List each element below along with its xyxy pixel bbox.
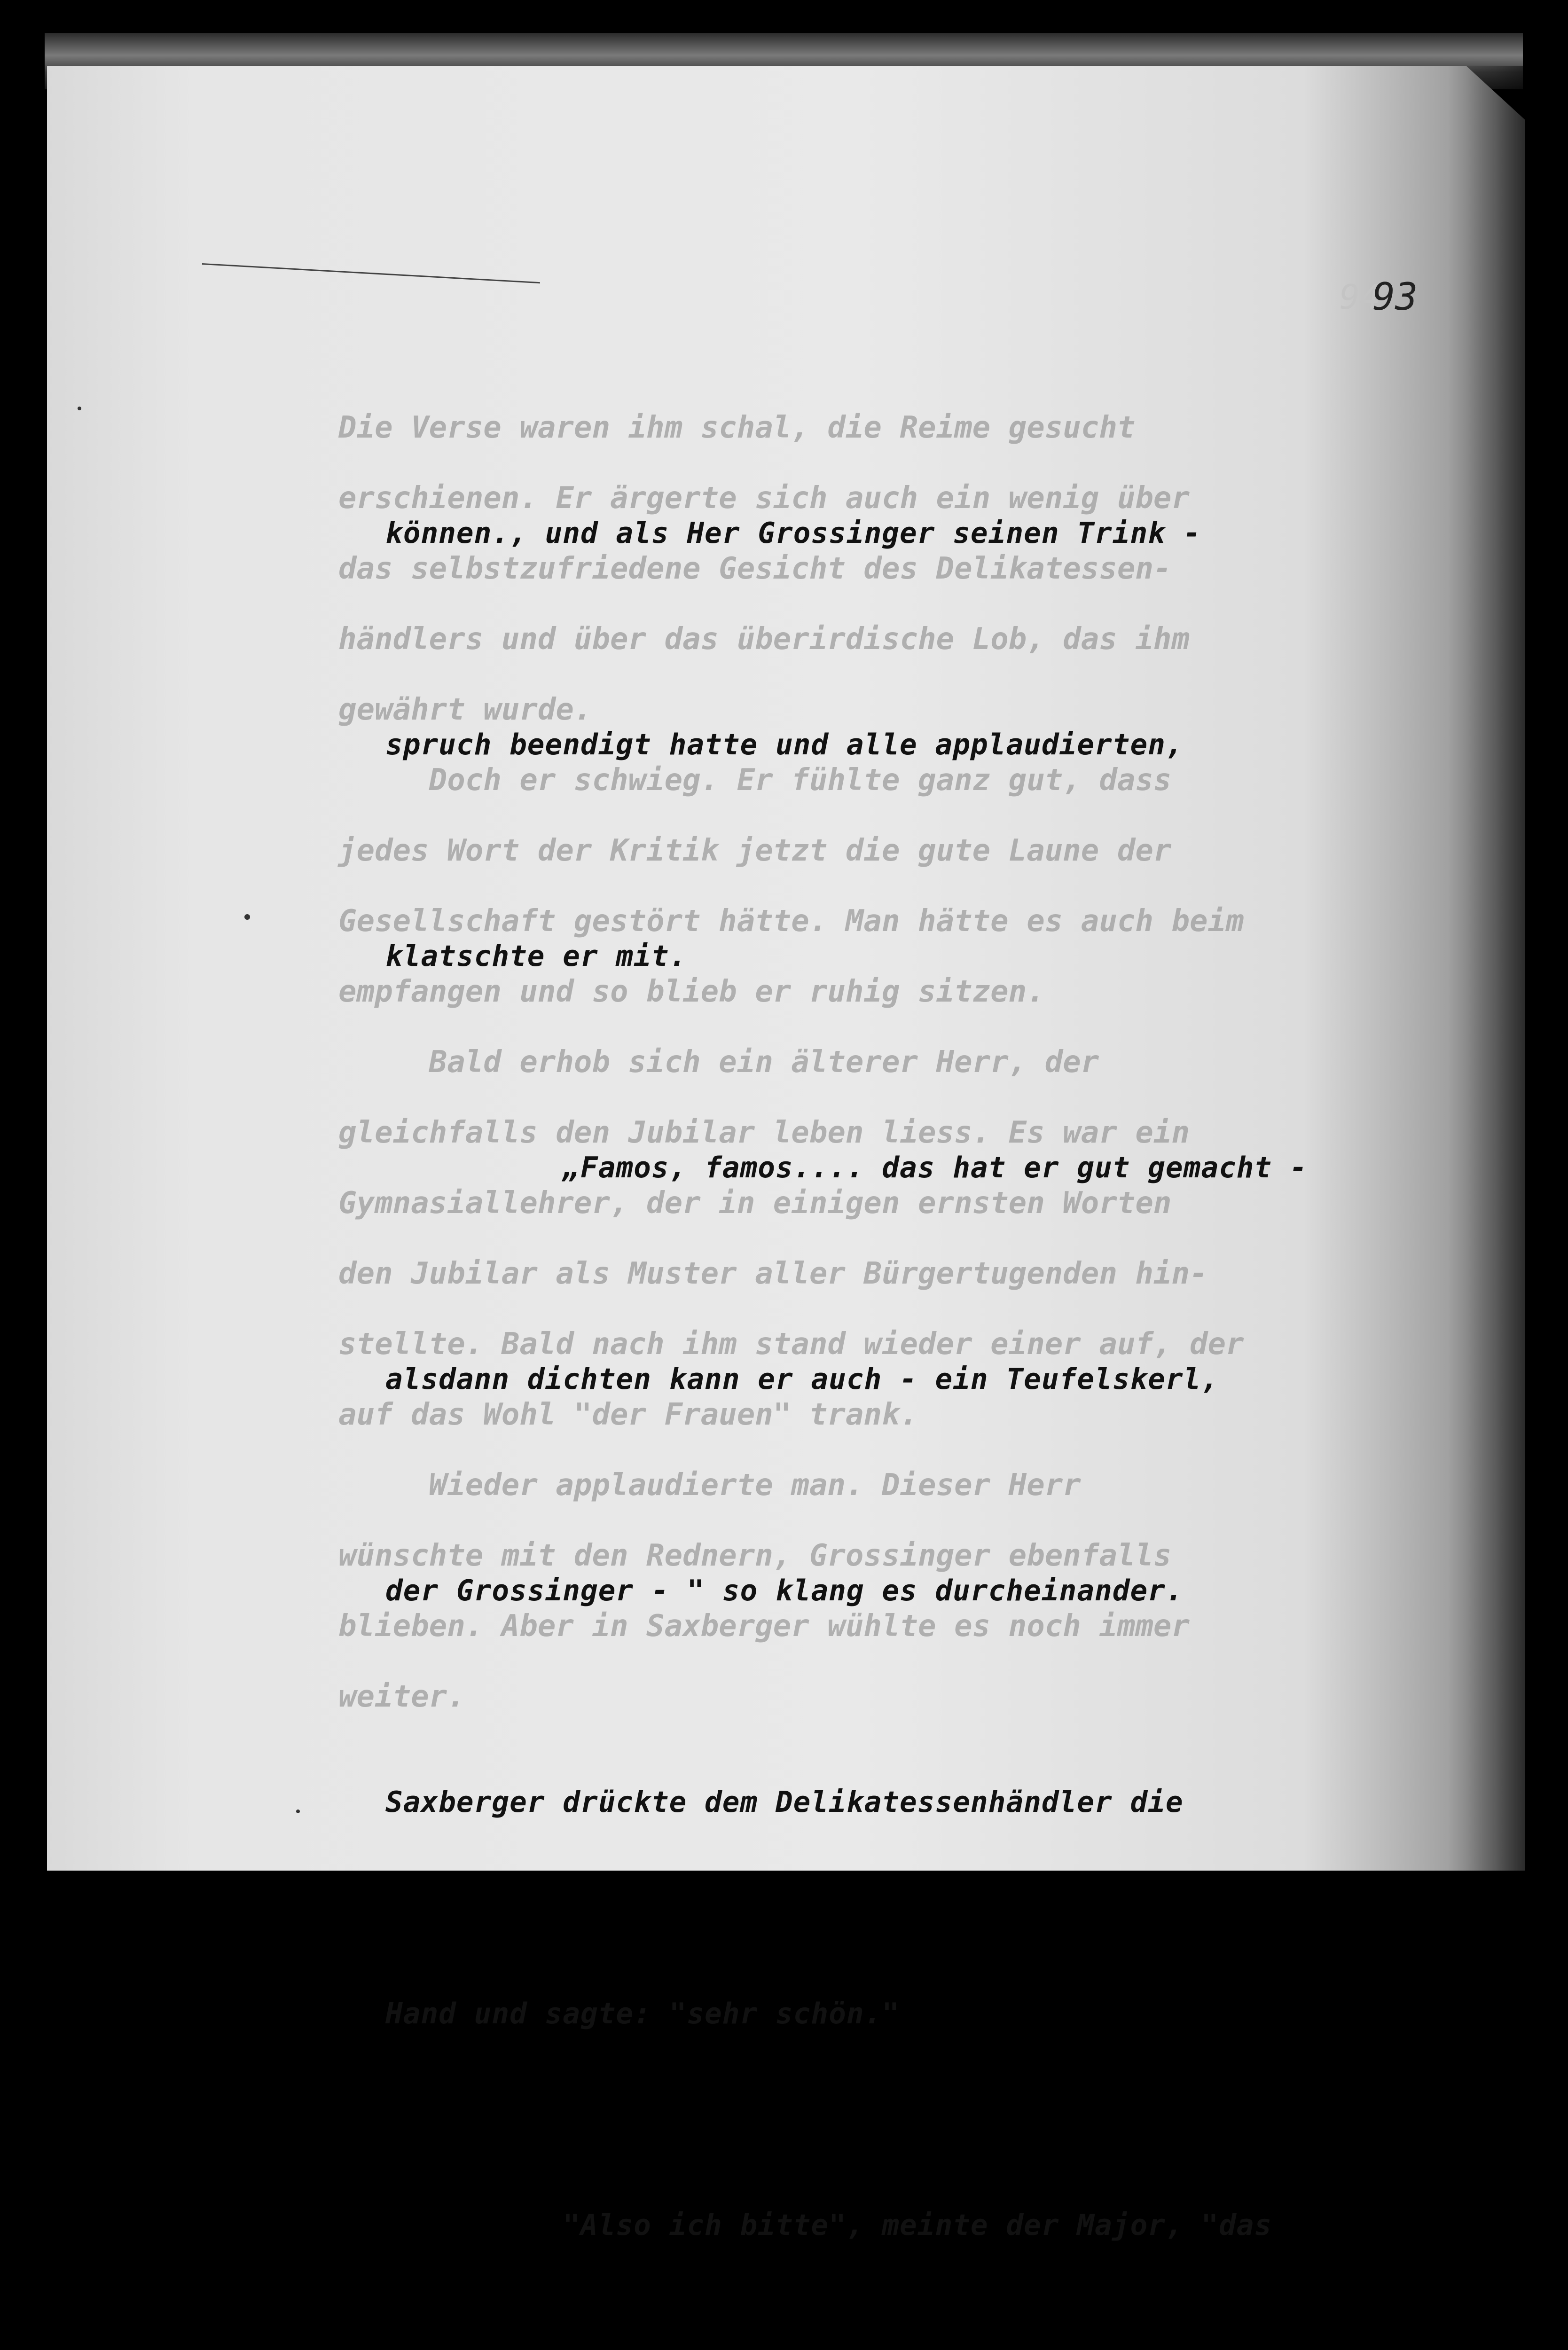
bleed-through-line: Gymnasiallehrer, der in einigen ernsten Worten — [338, 1186, 1172, 1221]
text-line: der Grossinger - " so klang es durcheinander. — [385, 1574, 1184, 1607]
ink-speck — [296, 1810, 300, 1813]
bleed-through-line: erschienen. Er ärgerte sich auch ein wenig über — [338, 481, 1190, 516]
text-line: alsdann dichten kann er auch - ein Teufelskerl, — [385, 1363, 1219, 1396]
bleed-through-line: jedes Wort der Kritik jetzt die gute Laune der — [338, 833, 1172, 868]
page-number: 93 — [1372, 275, 1418, 319]
bleed-through-line: händlers und über das überirdische Lob, das ihm — [338, 622, 1190, 657]
bleed-through-line: Doch er schwieg. Er fühlte ganz gut, dass — [338, 763, 1172, 798]
bleed-through-line: wünschte mit den Rednern, Grossinger ebenfalls — [338, 1538, 1172, 1573]
text-line: Saxberger drückte dem Delikatessenhändler die — [385, 1786, 1184, 1819]
bleed-through-line: Bald erhob sich ein älterer Herr, der — [338, 1045, 1099, 1080]
ink-speck — [78, 407, 81, 410]
bleed-through-line: Die Verse waren ihm schal, die Reime gesucht — [338, 410, 1136, 445]
bleed-through-line: auf das Wohl "der Frauen" trank. — [338, 1397, 918, 1432]
text-line: können., und als Her Grossinger seinen Trink - — [385, 517, 1201, 550]
bleed-through-line: gleichfalls den Jubilar leben liess. Es war ein — [338, 1115, 1190, 1150]
bleed-through-line: den Jubilar als Muster aller Bürgertugenden hin- — [338, 1256, 1208, 1291]
text-line: "Also ich bitte", meinte der Major, "das — [385, 2209, 1272, 2242]
text-line: klatschte er mit. — [385, 940, 687, 973]
bleed-through-line: weiter. — [338, 1679, 465, 1714]
bleed-through-line: empfangen und so blieb er ruhig sitzen. — [338, 974, 1045, 1009]
bleed-through-line: Gesellschaft gestört hätte. Man hätte es auch beim — [338, 904, 1244, 939]
text-line: Hand und sagte: "sehr schön." — [385, 1997, 900, 2030]
text-line: spruch beendigt hatte und alle applaudierten, — [385, 728, 1184, 761]
bleed-through-line: blieben. Aber in Saxberger wühlte es noch immer — [338, 1609, 1190, 1644]
body-text — [385, 357, 1490, 2350]
text-line: „Famos, famos.... das hat er gut gemacht - — [385, 1151, 1308, 1184]
bleed-through-line: das selbstzufriedene Gesicht des Delikatessen- — [338, 551, 1172, 586]
bleed-through-line: Wieder applaudierte man. Dieser Herr — [338, 1468, 1081, 1503]
bleed-through-line: stellte. Bald nach ihm stand wieder einer auf, der — [338, 1327, 1244, 1362]
bleed-through-line: gewährt wurde. — [338, 692, 592, 727]
page-number-ghost: 94 — [1340, 277, 1380, 317]
ink-speck — [244, 914, 250, 920]
